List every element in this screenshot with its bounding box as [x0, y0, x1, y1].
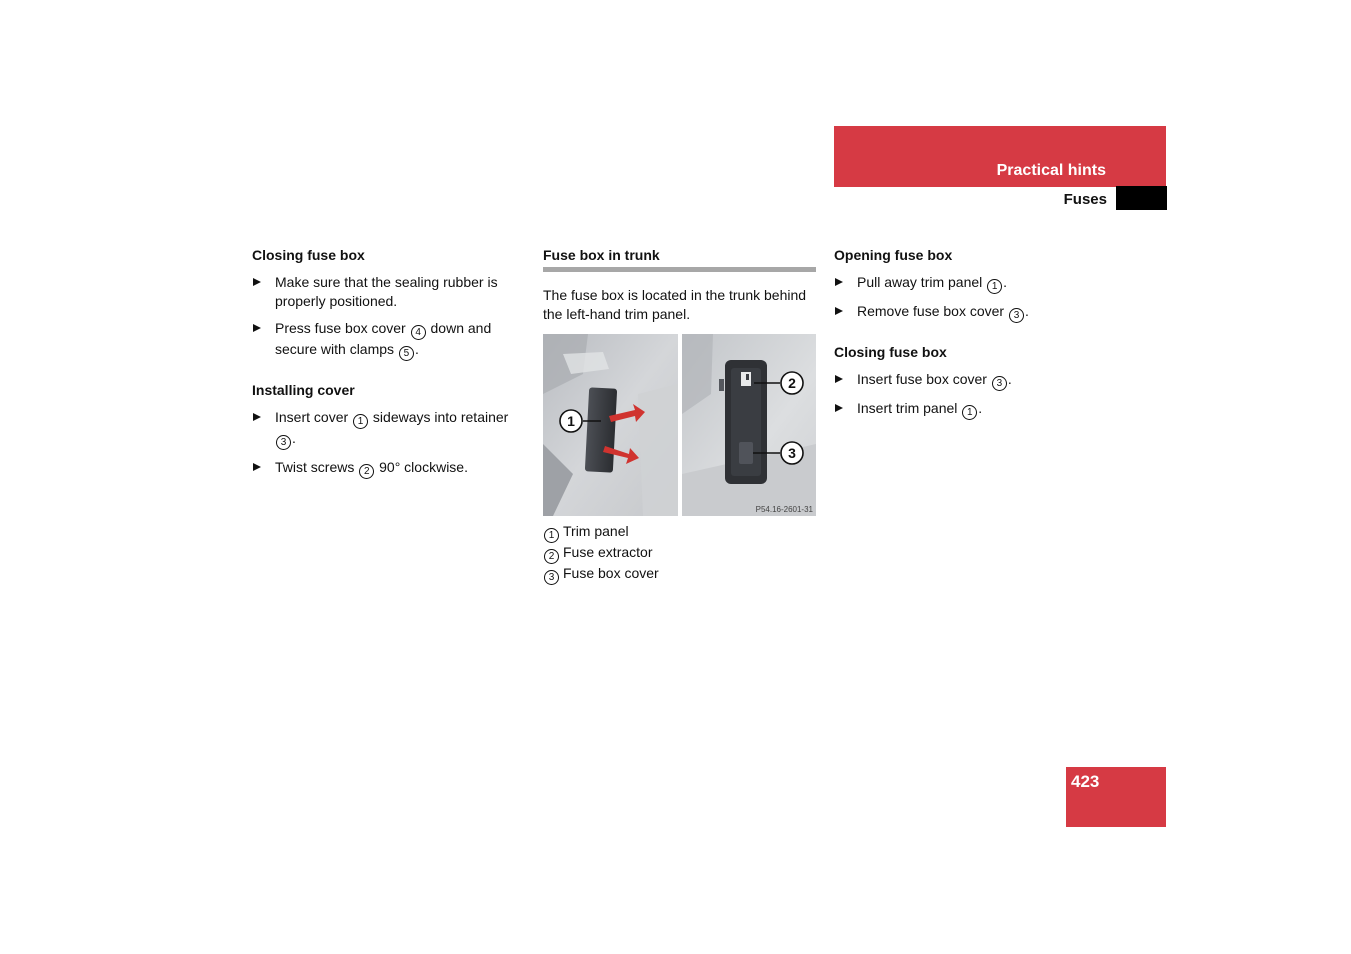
page-number-box	[1066, 767, 1166, 827]
callout-1: 1	[567, 413, 575, 429]
column-left	[252, 246, 517, 487]
callout-number: 3	[276, 435, 291, 450]
heading-closing-fuse-box: Closing fuse box	[252, 247, 365, 263]
bullet-arrow-icon	[835, 404, 843, 412]
bullet-arrow-icon	[835, 278, 843, 286]
step-check-sealing-rubber: Make sure that the sealing rubber is properly positioned.	[252, 273, 517, 311]
section-header-band	[834, 126, 1166, 187]
step-insert-trim-panel: Insert trim panel 1 .	[834, 399, 1114, 420]
callout-2: 2	[788, 375, 796, 391]
callout-number: 5	[399, 346, 414, 361]
bullet-arrow-icon	[835, 375, 843, 383]
callout-number: 3	[544, 570, 559, 585]
bullet-arrow-icon	[835, 307, 843, 315]
heading-closing-fuse-box-2: Closing fuse box	[834, 344, 947, 360]
bullet-arrow-icon	[253, 278, 261, 286]
photo-fuse-box	[682, 334, 816, 516]
intro-paragraph: The fuse box is located in the trunk behind the left-hand trim panel.	[543, 287, 807, 322]
callout-3: 3	[788, 445, 796, 461]
bullet-arrow-icon	[253, 324, 261, 332]
bullet-arrow-icon	[253, 463, 261, 471]
legend-item-trim-panel: 1 Trim panel	[543, 522, 816, 543]
legend-item-fuse-extractor: 2 Fuse extractor	[543, 543, 816, 564]
callout-number: 1	[962, 405, 977, 420]
fuse-box-illustration	[543, 334, 816, 516]
column-middle	[543, 246, 816, 585]
legend-item-fuse-box-cover: 3 Fuse box cover	[543, 564, 816, 585]
subsection-title: Fuses	[1063, 191, 1107, 208]
callout-number: 3	[992, 376, 1007, 391]
callout-number: 1	[987, 279, 1002, 294]
section-title: Practical hints	[996, 162, 1106, 179]
bullet-arrow-icon	[253, 413, 261, 421]
heading-opening-fuse-box: Opening fuse box	[834, 247, 953, 263]
heading-installing-cover: Installing cover	[252, 382, 355, 398]
image-code: P54.16-2601-31	[755, 505, 813, 514]
step-twist-screws: Twist screws 2 90° clockwise.	[252, 458, 517, 479]
step-insert-cover: Insert cover 1 sideways into retainer 3 .	[252, 408, 517, 450]
section-tab-marker	[1116, 186, 1167, 210]
callout-number: 4	[411, 325, 426, 340]
page-number: 423	[1071, 772, 1100, 791]
callout-number: 2	[544, 549, 559, 564]
step-pull-trim-panel: Pull away trim panel 1 .	[834, 273, 1114, 294]
step-insert-cover-3: Insert fuse box cover 3 .	[834, 370, 1114, 391]
callout-number: 2	[359, 464, 374, 479]
fuse-box-photo-svg	[543, 334, 816, 516]
callout-number: 1	[544, 528, 559, 543]
step-press-cover: Press fuse box cover 4 down and secure with clamps 5 .	[252, 319, 517, 361]
heading-fuse-box-in-trunk: Fuse box in trunk	[543, 246, 816, 272]
callout-number: 1	[353, 414, 368, 429]
step-remove-cover: Remove fuse box cover 3 .	[834, 302, 1114, 323]
column-right	[834, 246, 1114, 428]
callout-number: 3	[1009, 308, 1024, 323]
